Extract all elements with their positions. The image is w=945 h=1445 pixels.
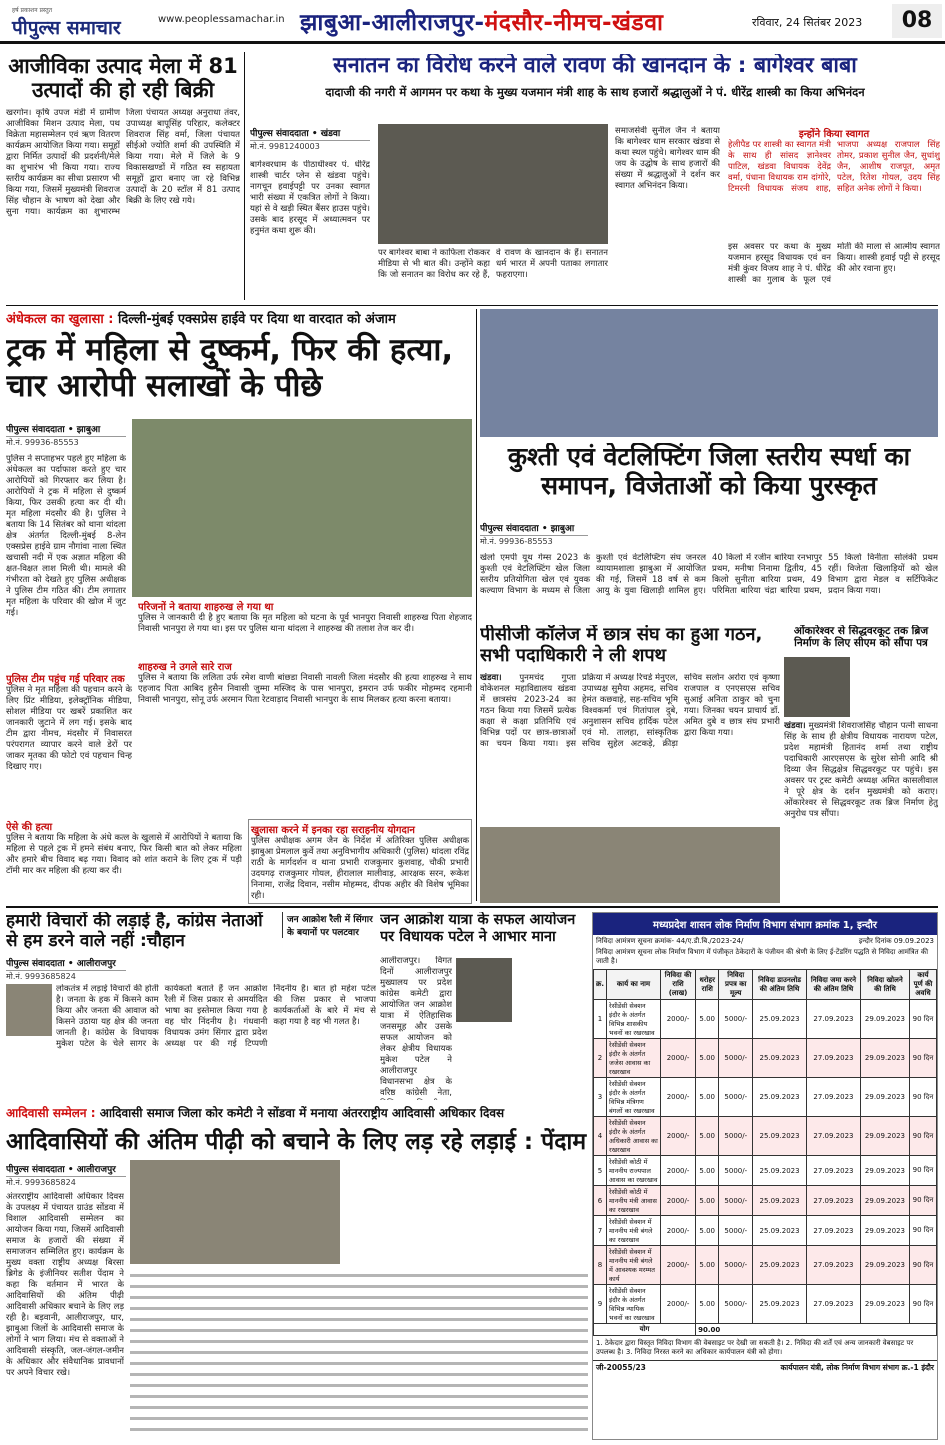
cm-photo xyxy=(784,657,850,717)
table-cell: रेसीडेंसी कोठी में माननीय राज्यपाल आवास का रखरखाव xyxy=(607,1156,661,1186)
table-cell: 5.00 xyxy=(696,1117,719,1156)
table-cell: 5.00 xyxy=(696,1216,719,1246)
table-cell: 90 दिन xyxy=(909,1156,936,1186)
table-cell: 5 xyxy=(594,1156,607,1186)
table-cell: 29.09.2023 xyxy=(861,1216,910,1246)
table-cell: 29.09.2023 xyxy=(861,1285,910,1324)
table-header: कार्य पूर्ण की अवधि xyxy=(909,970,936,1000)
table-header: निविदा की राशि (लाख) xyxy=(660,970,695,1000)
table-cell: 90 दिन xyxy=(909,1246,936,1285)
notice-header: मध्यप्रदेश शासन लोक निर्माण विभाग संभाग क्रमांक 1, इन्दौर xyxy=(593,913,937,935)
sub-story: पुलिस टीम पहुंच गई परिवार तक पुलिस ने मृत महिला की पहचान करने के लिए प्रिंट मीडिया, इलेक्ट्रॉनिक मीडिया, सोशल मीडिया पर खबरें प्रकाशित कर जानकारी जुटाने में लग गई। इसके बाद टीम द्वारा नीमच, मंदसौर में निवासरत परंपरागत व्यापार करने वाले डेरों पर जाकर मृतका की फोटो एवं पहचान चिन्ह दिखाए गए। xyxy=(6,674,132,772)
byline-block: पीपुल्स संवाददाता • आलीराजपुर मो.नं. 9993685824 xyxy=(6,956,126,982)
table-cell: 2000/- xyxy=(660,1186,695,1216)
table-row xyxy=(594,1216,937,1246)
kicker: आदिवासी सम्मेलन : आदिवासी समाज जिला कोर कमेटी ने सोंडवा में मनाया अंतरराष्ट्रीय आदिवासी अधिकार दिवस xyxy=(6,1106,505,1120)
story-adivasi: आदिवासी सम्मेलन : आदिवासी समाज जिला कोर कमेटी ने सोंडवा में मनाया अंतरराष्ट्रीय आदिवासी अधिकार दिवस आदिवासियों की अंतिम पीढ़ी को बचाने के लिए लड़ रहे लड़ाई : पेंदाम पीपुल्स संवाददाता • आलीराजपुर मो.नं. 9993685824 अंतरराष्ट्रीय आदिवासी अधिकार दिवस के उपलक्ष्य में पंचायत ग्राउंड सोंडवा में विशाल आदिवासी सम्मेलन का आयोजन किया गया, जिसमें आदिवासी समाज के हजारों की संख्या में समाजजन सम्मिलित हुए। कार्यक्रम के मुख्य वक्ता राष्ट्रीय अध्यक्ष बिरसा ब्रिगेड के इंजीनियर सतीश पेंदाम ने कहा कि वर्तमान में भारत के आदिवासियों की अंतिम पीढ़ी आदिवासी अधिकार बचाने के लिए लड़ रही है। बड़वानी, आलीराजपुर, धार, झाबुआ जिलों के आदिवासी समाज के लोगों ने भाग लिया। मंच से वक्ताओं ने आदिवासी संस्कृति, जल-जंगल-जमीन के अधिकार और संवैधानिक प्रावधानों पर अपने विचार रखे। xyxy=(6,1104,588,1439)
table-cell: रेसीडेंसी सेक्शन इंदौर के अंतर्गत अधिकारी आवास का रखरखाव xyxy=(607,1117,661,1156)
section-rule xyxy=(6,305,938,306)
table-cell: 5000/- xyxy=(719,1216,753,1246)
table-total-row xyxy=(594,1324,937,1336)
story-jan-aakrosh: जन आक्रोश यात्रा के सफल आयोजन पर विधायक पटेल ने आभार माना आलीराजपुर। विगत दिनों आलीराजपुर मुख्यालय पर प्रदेश कांग्रेस कमेटी द्वारा आयोजित जन आक्रोश यात्रा में ऐतिहासिक जनसमूह और उसके सफल आयोजन को लेकर क्षेत्रीय विधायक मुकेश पटेल ने आलीराजपुर विधानसभा क्षेत्र के वरिष्ठ कांग्रेसी नेता, xyxy=(380,912,588,1100)
story-chauhan: हमारी विचारों की लड़ाई है, कांग्रेस नेताओं से हम डरने वाले नहीं :चौहान जन आक्रोश रैली में सिंगार के बयानों पर पलटवार पीपुल्स संवाददाता • आलीराजपुर मो.नं. 9993685824 लोकतंत्र में लड़ाई विचारों की होती है। जनता के हक में किसने काम किया और जनता की आवाज को किसने उठाया यह क्षेत्र की जनता जानती है। कांग्रेस के विधायक मुकेश पटेल के चेले सागर के कार्यकर्ता बताते हैं जन आक्रोश रैली में जिस प्रकार से अमर्यादित भाषा का इस्तेमाल किया गया है वह घोर निंदनीय है। गंधवानी विधायक उमंग सिंगार द्वारा प्रदेश अध्यक्ष पर की गई टिप्पणी निंदनीय है। बात हो महेश पटेल की जिस प्रकार से भाजपा कार्यकर्ताओं के बारे में मंच से कहा गया है वह भी गलत है। xyxy=(6,912,376,1049)
headline: ओंकारेश्वर से सिद्धवरकूट तक ब्रिज निर्माण के लिए सीएम को सौंपा पत्र xyxy=(793,625,929,650)
byline-block: पीपुल्स संवाददाता • आलीराजपुर मो.नं. 9993685824 xyxy=(6,1162,126,1188)
table-cell: 90 दिन xyxy=(909,1117,936,1156)
table-cell: 2000/- xyxy=(660,1000,695,1039)
table-cell: 25.09.2023 xyxy=(753,1285,807,1324)
table-cell: 27.09.2023 xyxy=(806,1117,860,1156)
table-cell: 25.09.2023 xyxy=(753,1078,807,1117)
story-ajeevika xyxy=(6,54,240,304)
portrait-photo xyxy=(6,984,52,1036)
masthead xyxy=(0,0,945,44)
article-body-continued xyxy=(130,1270,588,1439)
table-cell: 5000/- xyxy=(719,1078,753,1117)
college-photo xyxy=(480,827,780,903)
headline: हमारी विचारों की लड़ाई है, कांग्रेस नेताओं से हम डरने वाले नहीं :चौहान xyxy=(6,912,263,951)
table-cell: 27.09.2023 xyxy=(806,1216,860,1246)
byline-block: पीपुल्स संवाददाता • झाबुआ मो.नं. 99936-85553 पुलिस ने सप्ताहभर पहले हुए महिला के अंधेकत्ल का पर्दाफाश करते हुए चार आरोपियों को गिरफ्तार कर लिया है। आरोपियों ने ट्रक में महिला से दुष्कर्म किया, फिर उसकी हत्या कर दी थी। मृत महिला मंदसौर की है। पुलिस ने बताया कि 14 सितंबर को थाना थांदला क्षेत्र अंतर्गत दिल्ली-मुंबई 8-लेन एक्सप्रेस हाईवे ग्राम नौगांवा नाला स्थित खचासी नदी में एक अज्ञात महिला की क्षत-विक्षत लाश मिली थी। मामले की गंभीरता को देखते हुए पुलिस अधीक्षक ने पुलिस टीम गठित की। टीम लगातार मृत महिला के परिवार की खोज में जुट गई। xyxy=(6,422,126,696)
total-value: 90.00 xyxy=(696,1324,937,1336)
column-rule xyxy=(244,52,245,300)
mla-photo xyxy=(456,958,512,1022)
table-header: निविदा प्रपत्र का मूल्य xyxy=(719,970,753,1000)
table-cell: रेसीडेंसी सेक्शन इंदौर के अंतर्गत विभिन्न मंत्रिगण बंगलों का रखरखाव xyxy=(607,1078,661,1117)
table-cell: 5000/- xyxy=(719,1000,753,1039)
table-cell: 5.00 xyxy=(696,1285,719,1324)
table-cell: 5000/- xyxy=(719,1039,753,1078)
website: www.peoplessamachar.in xyxy=(158,14,285,25)
table-cell: 29.09.2023 xyxy=(861,1039,910,1078)
table-row xyxy=(594,1186,937,1216)
table-header: कार्य का नाम xyxy=(607,970,661,1000)
table-row xyxy=(594,1039,937,1078)
sidebar: जन आक्रोश रैली में सिंगार के बयानों पर पलटवार xyxy=(282,912,376,938)
table-cell: 5.00 xyxy=(696,1000,719,1039)
table-header: धरोहर राशि xyxy=(696,970,719,1000)
headline: कुश्ती एवं वेटलिफ्टिंग जिला स्तरीय स्पर्धा का समापन, विजेताओं को किया पुरस्कृत xyxy=(507,443,911,500)
welcome-box: इन्होंने किया स्वागत हेलीपैड पर शास्त्री का स्वागत मंत्री के साथ ही सांसद ज्ञानेश्वर पाटिल, खंडवा विधायक देवेंद्र वर्मा, पंधाना विधायक राम दांगोरे, टिमरनी विधायक संजय शाह, भाजपा अध्यक्ष राजपाल सिंह तोमर, प्रकाश सुनील जैन, सुधांशु जैन, आशीष राजपूत, अमृत पटेल, रितेश गोयल, उदय सिंह सहित अनेक लोगों ने किया। xyxy=(728,129,940,194)
page-number: 08 xyxy=(892,4,942,38)
table-cell: 2000/- xyxy=(660,1078,695,1117)
table-cell: 29.09.2023 xyxy=(861,1186,910,1216)
byline-block: पीपुल्स संवाददाता • खंडवा मो.नं. 9981240003 बागेश्वरधाम के पीठाधीश्वर पं. धीरेंद्र शास्त्री चार्टर प्लेन से खंडवा पहुंचे। नागचून हवाईपट्टी पर उनका स्वागत भारी संख्या में एकत्रित लोगों ने किया। यहां से वे खड़ी स्थित बैंसर हाउस पहुंचे। उसके बाद हरसूद में अध्यात्मवन पर हनुमंत कथा शुरू की। xyxy=(250,126,370,290)
notice-intro: निविदा आमंत्रण सूचना लोक निर्माण विभाग में पंजीकृत ठेकेदारों के पंजीयन की श्रेणी के लिए ई-टेंडरिंग पद्धति से निविदा आमंत्रित की जाती है। xyxy=(596,948,929,965)
table-cell: 29.09.2023 xyxy=(861,1117,910,1156)
headline: आदिवासियों की अंतिम पीढ़ी को बचाने के लिए लड़ रहे लड़ाई : पेंदाम xyxy=(6,1129,587,1155)
column-rule xyxy=(476,309,477,901)
table-cell: 2000/- xyxy=(660,1246,695,1285)
table-cell: 25.09.2023 xyxy=(753,1117,807,1156)
rally-photo xyxy=(130,1160,340,1264)
headline: जन आक्रोश यात्रा के सफल आयोजन पर विधायक पटेल ने आभार माना xyxy=(380,912,576,945)
table-cell: 27.09.2023 xyxy=(806,1186,860,1216)
table-cell: 29.09.2023 xyxy=(861,1156,910,1186)
total-label: योग xyxy=(594,1324,696,1336)
sub-story: ऐसे की हत्या पुलिस ने बताया कि महिला के अंधे कत्ल के खुलासे में आरोपियों ने बताया कि महिला से पहले ट्रक में हमने संबंध बनाए, फिर किसी बात को लेकर महिला और हमारे बीच विवाद बढ़ गया। विवाद को शांत कराने के लिए ट्रक में पड़ी टॉमी मार कर महिला की हत्या कर दी। xyxy=(6,822,242,876)
table-cell: 29.09.2023 xyxy=(861,1078,910,1117)
table-header: निविदा खोलने की तिथि xyxy=(861,970,910,1000)
bageshwar-photo xyxy=(378,124,608,244)
table-cell: 7 xyxy=(594,1216,607,1246)
issue-date: रविवार, 24 सितंबर 2023 xyxy=(752,16,863,29)
table-header: निविदा जमा करने की अंतिम तिथि xyxy=(806,970,860,1000)
table-cell: 5000/- xyxy=(719,1246,753,1285)
notice-date: इन्दौर दिनांक 09.09.2023 xyxy=(858,937,934,945)
story-truck-murder xyxy=(6,309,472,904)
story-omkareshwar: ओंकारेश्वर से सिद्धवरकूट तक ब्रिज निर्माण के लिए सीएम को सौंपा पत्र खंडवा। मुख्यमंत्री शिवराजसिंह चौहान पत्नी साधना सिंह के साथ ही क्षेत्रीय विधायक नारायण पटेल, प्रदेश महामंत्री हितानंद शर्मा तथा राष्ट्रीय पदाधिकारी आरएसएस के सुरेश सोनी आदि श्री दिव्या जैन सिद्धक्षेत्र सिद्धवरकूट पर पहुंचे। इस अवसर पर ट्रस्ट कमेटी अध्यक्ष अमित कासलीवाल ने पूरे क्षेत्र के दर्शन मुख्यमंत्री को कराए। ओंकारेश्वर से सिद्धवरकूट तक ब्रिज निर्माण हेतु अनुरोध पत्र सौंपा। xyxy=(784,625,938,819)
table-cell: 90 दिन xyxy=(909,1039,936,1078)
table-cell: रेसीडेंसी सेक्शन में माननीय मंत्री बंगले का रखरखाव xyxy=(607,1216,661,1246)
table-cell: 27.09.2023 xyxy=(806,1156,860,1186)
table-cell: 5000/- xyxy=(719,1117,753,1156)
table-cell: 5.00 xyxy=(696,1156,719,1186)
article-body: खरगोन। कृषि उपज मंडी में ग्रामीण आजीविका मिशन उत्पाद मेला, पथ विक्रेता महासम्मेलन एवं ऋण वितरण कार्यक्रम आयोजित किया गया। समूहों द्वारा निर्मित उत्पादों की प्रदर्शनी/मेले का शुभारंभ भी किया गया। राज्य स्तरीय कार्यक्रम का सीधा प्रसारण भी किया गया, जिसमें मुख्यमंत्री शिवराज सिंह चौहान के भाषण को देखा और सुना गया। कार्यक्रम का शुभारम्भ जिला पंचायत अध्यक्ष अनुराधा तंवर, उपाध्यक्ष बापूसिंह परिहार, कलेक्टर शिवराज सिंह वर्मा, जिला पंचायत सीईओ ज्योति शर्मा की उपस्थिति में किया गया। मेले में जिले के 9 विकासखण्डों में गठित स्व सहायता समूहों द्वारा बनाए जा रहे विभिन्न उत्पादों के 20 स्टॉल में 81 उत्पाद बिक्री के लिए रखे गये। xyxy=(6,108,240,218)
headline: पीसीजी कॉलेज में छात्र संघ का हुआ गठन, सभी पदाधिकारी ने ली शपथ xyxy=(480,625,763,666)
sub-story: शाहरुख ने उगले सारे राज पुलिस ने बताया कि ललिता उर्फ रमेश वाणी बांछडा निवासी नावली जिला मंदसौर की हत्या शाहरुख ने साथ एहजाद पिता आबिद हुसैन निवासी जुम्मा मस्जिद के पास भानपुरा, इमरान उर्फ फकीर मोहम्मद रहमानी निवासी भानपुरा, सोनू उर्फ अरमान पिता रेटवाड़ाद निवासी भानपुरा के साथ मिलकर हत्या करना बताया। xyxy=(138,662,472,705)
notice-code: जी-20055/23 xyxy=(596,1363,646,1372)
headline: आजीविका उत्पाद मेला में 81 उत्पादों की हो रही बिक्री xyxy=(8,54,238,103)
table-cell: 2000/- xyxy=(660,1117,695,1156)
table-header: निविदा डाउनलोड की अंतिम तिथि xyxy=(753,970,807,1000)
table-row xyxy=(594,1156,937,1186)
table-cell: 5000/- xyxy=(719,1156,753,1186)
table-cell: 9 xyxy=(594,1285,607,1324)
table-cell: 27.09.2023 xyxy=(806,1285,860,1324)
table-cell: 27.09.2023 xyxy=(806,1000,860,1039)
table-cell: 90 दिन xyxy=(909,1216,936,1246)
table-cell: रेसीडेंसी सेक्शन इंदौर के अंतर्गत विभिन्न न्यायिक भवनों का रखरखाव xyxy=(607,1285,661,1324)
table-cell: 2000/- xyxy=(660,1285,695,1324)
section-rule xyxy=(6,906,938,908)
edition-title: झाबुआ-आलीराजपुर-मंदसौर-नीमच-खंडवा xyxy=(300,10,664,36)
table-cell: 29.09.2023 xyxy=(861,1246,910,1285)
notice-ref: निविदा आमंत्रण सूचना क्रमांक- 44/ए.डी.बि./2023-24/ xyxy=(596,937,744,945)
table-cell: 25.09.2023 xyxy=(753,1246,807,1285)
table-cell: 5.00 xyxy=(696,1078,719,1117)
table-cell: 27.09.2023 xyxy=(806,1039,860,1078)
table-cell: 1 xyxy=(594,1000,607,1039)
table-cell: 90 दिन xyxy=(909,1186,936,1216)
table-row xyxy=(594,1246,937,1285)
story-pcg-college: पीसीजी कॉलेज में छात्र संघ का हुआ गठन, सभी पदाधिकारी ने ली शपथ खंडवा। पुनमचंद गुप्ता वोकेशनल महाविद्यालय खंडवा में छात्रसंघ 2023-24 का गठन किया गया जिसमें प्रत्येक कक्षा से कक्षा प्रतिनिधि एवं विभिन्न पदों पर छात्र-छात्राओं का चयन किया गया। इस प्रक्रिया में अध्यक्ष रिचर्ड मेनुएल, उपाध्यक्ष सुमैया अहमद, सचिव हेमंत कछवाहे, सह-सचिव भूमि विश्वकर्मा एवं गितांपाल दुबे, अनुशासन सचिव हार्दिक पटेल एवं मो. तालहा, सांस्कृतिक सचिव सुहेल अटकड़े, क्रीड़ा सचिव सलोन अरोरा एवं कृष्णा राजपाल व एनएसएस सचिव सुआई अनिता ठाकुर को चुना गया। जिनका चयन प्राचार्य डॉ. अमित दुबे व छात्र संघ प्रभारी द्वारा किया गया। xyxy=(480,625,780,903)
table-cell: 5.00 xyxy=(696,1246,719,1285)
table-cell: 25.09.2023 xyxy=(753,1186,807,1216)
table-row xyxy=(594,1000,937,1039)
table-cell: 2000/- xyxy=(660,1216,695,1246)
table-cell: 27.09.2023 xyxy=(806,1246,860,1285)
table-cell: 3 xyxy=(594,1078,607,1117)
table-cell: 25.09.2023 xyxy=(753,1156,807,1186)
headline: ट्रक में महिला से दुष्कर्म, फिर की हत्या, चार आरोपी सलाखों के पीछे xyxy=(6,332,454,404)
accused-photo xyxy=(132,419,472,597)
team-photo xyxy=(480,309,938,437)
table-row xyxy=(594,1078,937,1117)
notice-notes: 1. ठेकेदार द्वारा विस्तृत निविदा विभाग की वेबसाइट पर देखी जा सकती है। 2. निविदा की शर्तें एवं अन्य जानकारी वेबसाइट पर उपलब्ध है। 3. निविदा निरस्त करने का अधिकार कार्यपालन यंत्री को होगा। xyxy=(596,1339,914,1356)
table-cell: 25.09.2023 xyxy=(753,1216,807,1246)
table-cell: 4 xyxy=(594,1117,607,1156)
table-cell: रेसीडेंसी सेक्शन इंदौर के अंतर्गत जजेस आवास का रखरखाव xyxy=(607,1039,661,1078)
sub-story: खुलासा करने में इनका रहा सराहनीय योगदान पुलिस अधीक्षक अगम जैन के निर्देश में अतिरिक्त पुलिस अधीक्षक झाबुआ प्रेमलाल कुर्वे तथा अनुविभागीय अधिकारी (पुलिस) थांदला रविंद्र राठी के मार्गदर्शन व थाना प्रभारी राजकुमार कुशवाह, चौकी प्रभारी उदयगढ़ राजकुमार गोयल, हीरालाल मालीवाड़, आरक्षक सरन, रूकेश निनामा, राजेंद्र दिवान, नसीम मोहम्मद, दीपक अहीर की विशेष भूमिका रही। xyxy=(248,819,472,904)
story-wrestling: कुश्ती एवं वेटलिफ्टिंग जिला स्तरीय स्पर्धा का समापन, विजेताओं को किया पुरस्कृत पीपुल्स संवाददाता • झाबुआ मो.नं. 99936-85553 खेलो एमपी यूथ गेम्स 2023 के कुश्ती एवं वेटलिफ्टिंग खेल जिला स्तरीय प्रतियोगिता खेल एवं युवक कल्याण विभाग के मध्यम से जिला कुश्ती एवं वेटलिफ्टिंग संघ जनरल व्यायामशाला झाबुआ में आयोजित की गई, जिसमें 18 वर्ष से कम आयु के युवा खिलाड़ी शामिल हुए। 40 किलो में रजीन बारिया रनभापुर प्रथम, मनीषा निनामा द्वितीय, 45 किलो सुनीता बारिया प्रथम, 49 परिमिता बारिया चंद्रा बारिया प्रथम, 55 किलो विनीता सोलंकी प्रथम रहीं। विजेता खिलाड़ियों को खेल विभाग द्वारा मेडल व सर्टिफिकेट प्रदान किया गया। xyxy=(480,309,938,621)
table-cell: 5000/- xyxy=(719,1285,753,1324)
table-cell: 5000/- xyxy=(719,1186,753,1216)
table-cell: 90 दिन xyxy=(909,1285,936,1324)
notice-signatory: कार्यपालन यंत्री, लोक निर्माण विभाग संभाग क्र.-1 इंदौर xyxy=(780,1363,934,1372)
newspaper-logo: हर्ष प्रकाशन प्रस्तुत पीपुल्स समाचार xyxy=(12,7,121,39)
tender-notice xyxy=(592,912,938,1440)
table-row xyxy=(594,1285,937,1324)
table-cell: 2 xyxy=(594,1039,607,1078)
story-bageshwar: सनातन का विरोध करने वाले रावण की खानदान के : बागेश्वर बाबा दादाजी की नगरी में आगमन पर कथा के मुख्य यजमान मंत्री शाह के साथ हजारों श्रद्धालुओं ने पं. धीरेंद्र शास्त्री का किया अभिनंदन पीपुल्स संवाददाता • खंडवा मो.नं. 9981240003 बागेश्वरधाम के पीठाधीश्वर पं. धीरेंद्र शास्त्री चार्टर प्लेन से खंडवा पहुंचे। नागचून हवाईपट्टी पर उनका स्वागत भारी संख्या में एकत्रित लोगों ने किया। यहां से वे खड़ी स्थित बैंसर हाउस पहुंचे। उसके बाद हरसूद में अध्यात्मवन पर हनुमंत कथा शुरू की। पर बागेश्वर बाबा ने काफिला रोककर मीडिया से भी बात की। उन्होंने कहा कि जो सनातन का विरोध कर रहे हैं, वे रावण के खानदान के हैं। सनातन धर्म भारत में अपनी पताका लगातार फहराएगा। समाजसेवी सुनील जैन ने बताया कि बागेश्वर धाम सरकार खंडवा से कथा स्थल पहुंचे। बागेश्वर धाम की जय के उद्घोष के साथ हजारों की संख्या में श्रद्धालुओं ने दर्शन कर स्वागत अभिनंदन किया। इन्होंने किया स्वागत हेलीपैड पर शास्त्री का स्वागत मंत्री के साथ ही सांसद ज्ञानेश्वर पाटिल, खंडवा विधायक देवेंद्र वर्मा, पंधाना विधायक राम दांगोरे, टिमरनी विधायक संजय शाह, भाजपा अध्यक्ष राजपाल सिंह तोमर, प्रकाश सुनील जैन, सुधांशु जैन, आशीष राजपूत, अमृत पटेल, रितेश गोयल, उदय सिंह सहित अनेक लोगों ने किया। इस अवसर पर कथा के मुख्य यजमान हरसूद विधायक एवं वन मंत्री कुंवर विजय शाह ने पं. धीरेंद्र शास्त्री का गुलाब के फूल एवं मोती की माला से आत्मीय स्वागत किया। शास्त्री हवाई पट्टी से हरसूद की ओर रवाना हुए। xyxy=(250,54,940,302)
sub-story: परिजनों ने बताया शाहरुख ले गया था पुलिस ने जानकारी दी है हुए बताया कि मृत महिला को घटना के पूर्व भानपुरा निवासी शाहरुख पिता शेहजाद निवासी भानपुरा ले गया था। इस पर पुलिस थाना थांदला ने शाहरुख की तलाश तेज कर दी। xyxy=(138,602,472,634)
table-row xyxy=(594,1117,937,1156)
table-cell: रेसीडेंसी सेक्शन इंदौर के अंतर्गत विभिन्न शासकीय भवनों का रखरखाव xyxy=(607,1000,661,1039)
table-cell: 2000/- xyxy=(660,1156,695,1186)
table-cell: 25.09.2023 xyxy=(753,1039,807,1078)
byline-block: पीपुल्स संवाददाता • झाबुआ मो.नं. 99936-85553 xyxy=(480,521,588,547)
table-cell: 27.09.2023 xyxy=(806,1078,860,1117)
kicker: अंधेकत्ल का खुलासा : दिल्ली-मुंबई एक्सप्रेस हाईवे पर दिया था वारदात को अंजाम xyxy=(6,312,396,327)
table-cell: 90 दिन xyxy=(909,1078,936,1117)
table-cell: 5.00 xyxy=(696,1186,719,1216)
tender-table xyxy=(593,969,937,1336)
table-cell: 90 दिन xyxy=(909,1000,936,1039)
table-cell: 29.09.2023 xyxy=(861,1000,910,1039)
table-cell: 8 xyxy=(594,1246,607,1285)
table-cell: रेसीडेंसी सेक्शन में माननीय मंत्री बंगले में आवश्यक मरम्मत कार्य xyxy=(607,1246,661,1285)
table-header: क्र. xyxy=(594,970,607,1000)
table-cell: रेसीडेंसी कोठी में माननीय मंत्री आवास का रखरखाव xyxy=(607,1186,661,1216)
table-cell: 5.00 xyxy=(696,1039,719,1078)
table-cell: 2000/- xyxy=(660,1039,695,1078)
headline: सनातन का विरोध करने वाले रावण की खानदान के : बागेश्वर बाबा xyxy=(333,54,857,78)
deck: दादाजी की नगरी में आगमन पर कथा के मुख्य यजमान मंत्री शाह के साथ हजारों श्रद्धालुओं ने पं. धीरेंद्र शास्त्री का किया अभिनंदन xyxy=(325,84,865,99)
table-cell: 6 xyxy=(594,1186,607,1216)
table-cell: 25.09.2023 xyxy=(753,1000,807,1039)
